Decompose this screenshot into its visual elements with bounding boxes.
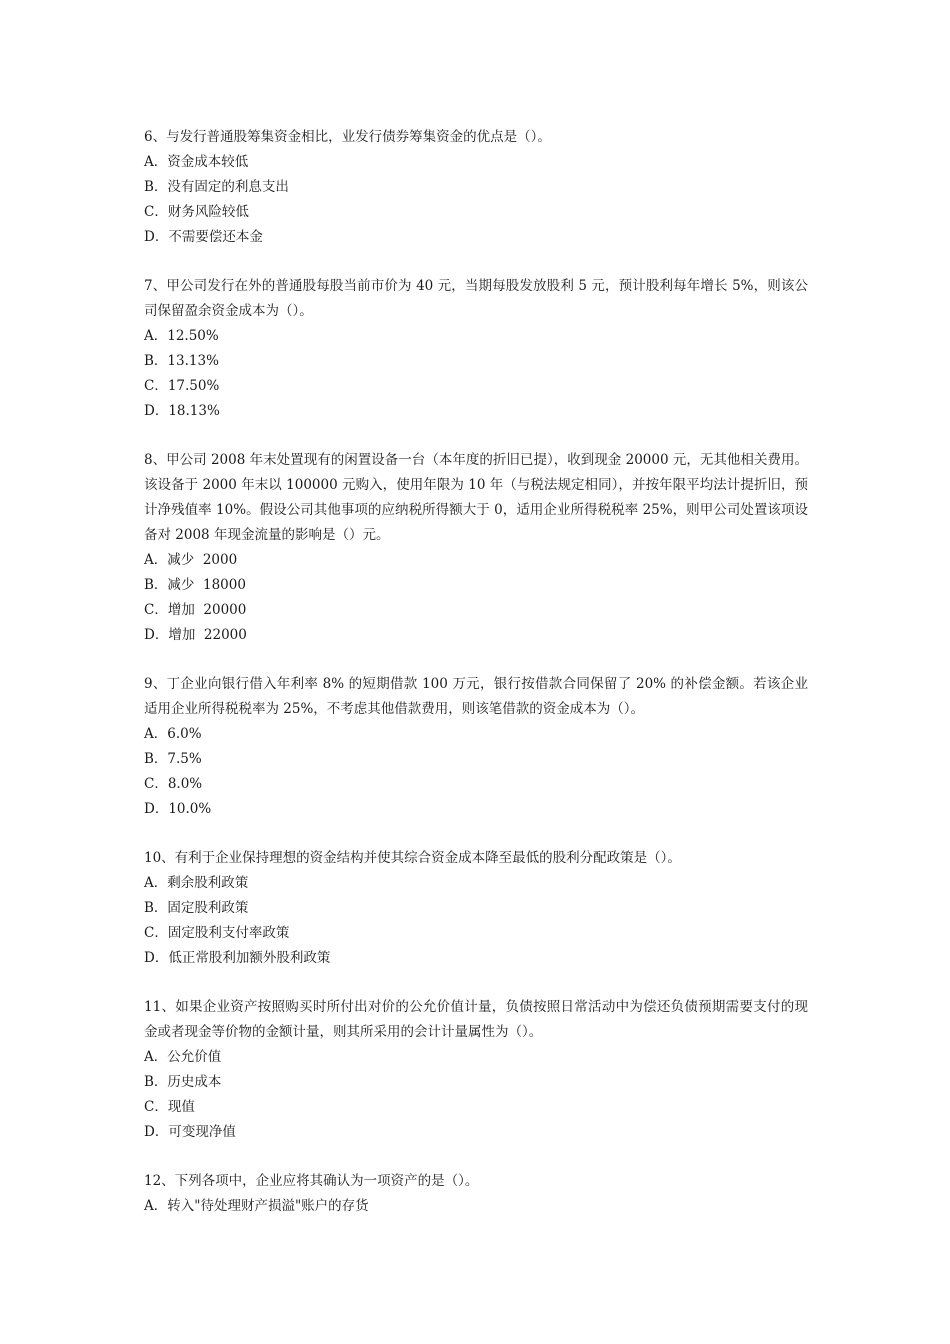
option-c: C．增加 20000 [144,602,247,618]
option-b: B．7.5% [144,751,202,767]
option-a: A．公允价值 [144,1049,222,1065]
option-a: A．12.50% [144,328,219,344]
option-a: A．剩余股利政策 [144,875,249,891]
question-stem: 11、如果企业资产按照购买时所付出对价的公允价值计量，负债按照日常活动中为偿还负债预期需要支付的现金或者现金等价物的金额计量，则其所采用的会计计量属性为（）。 [144,999,808,1040]
option-b: B．减少 18000 [144,577,246,593]
option-c: C．17.50% [144,378,220,394]
question-12 [144,1169,808,1219]
question-stem: 7、甲公司发行在外的普通股每股当前市价为 40 元，当期每股发放股利 5 元，预计股利每年增长 5%，则该公司保留盈余资金成本为（）。 [144,278,808,319]
option-d: D．10.0% [144,801,212,817]
option-a: A．转入"待处理财产损溢"账户的存货 [144,1198,369,1214]
question-stem: 9、丁企业向银行借入年利率 8% 的短期借款 100 万元，银行按借款合同保留了 20% 的补偿金额。若该企业适用企业所得税税率为 25%，不考虑其他借款费用，则该笔借款的资金成本为（）。 [144,676,808,717]
option-a: A．资金成本较低 [144,154,249,170]
option-b: B．没有固定的利息支出 [144,179,289,195]
option-d: D．18.13% [144,403,220,419]
option-a: A．6.0% [144,726,202,742]
option-c: C．财务风险较低 [144,204,249,220]
option-d: D．可变现净值 [144,1124,236,1140]
option-d: D．不需要偿还本金 [144,229,263,245]
question-7 [144,274,808,424]
document-page [144,125,808,1243]
question-6 [144,125,808,250]
option-d: D．低正常股利加额外股利政策 [144,950,331,966]
question-9 [144,672,808,822]
option-b: B．历史成本 [144,1074,222,1090]
question-stem: 8、甲公司 2008 年末处置现有的闲置设备一台（本年度的折旧已提），收到现金 20000 元，无其他相关费用。该设备于 2000 年末以 100000 元购入，使用年限为 10 年（与税法规定相同），并按年限平均法计提折旧，预计净残值率 10%。假设公司其他事项的应纳税所得额大于 0，适用企业所得税税率 25%，则甲公司处置该项设备对 2008 年现金流量的影响是（）元。 [144,452,808,543]
option-b: B．13.13% [144,353,219,369]
option-d: D．增加 22000 [144,627,247,643]
option-c: C．现值 [144,1099,195,1115]
option-c: C．固定股利支付率政策 [144,925,290,941]
question-stem: 12、下列各项中，企业应将其确认为一项资产的是（）。 [144,1173,479,1189]
option-b: B．固定股利政策 [144,900,249,916]
question-stem: 6、与发行普通股筹集资金相比，业发行债券筹集资金的优点是（）。 [144,129,551,145]
question-8 [144,448,808,648]
question-10 [144,846,808,971]
option-a: A．减少 2000 [144,552,238,568]
question-stem: 10、有利于企业保持理想的资金结构并使其综合资金成本降至最低的股利分配政策是（）。 [144,850,681,866]
question-11 [144,995,808,1145]
option-c: C．8.0% [144,776,203,792]
